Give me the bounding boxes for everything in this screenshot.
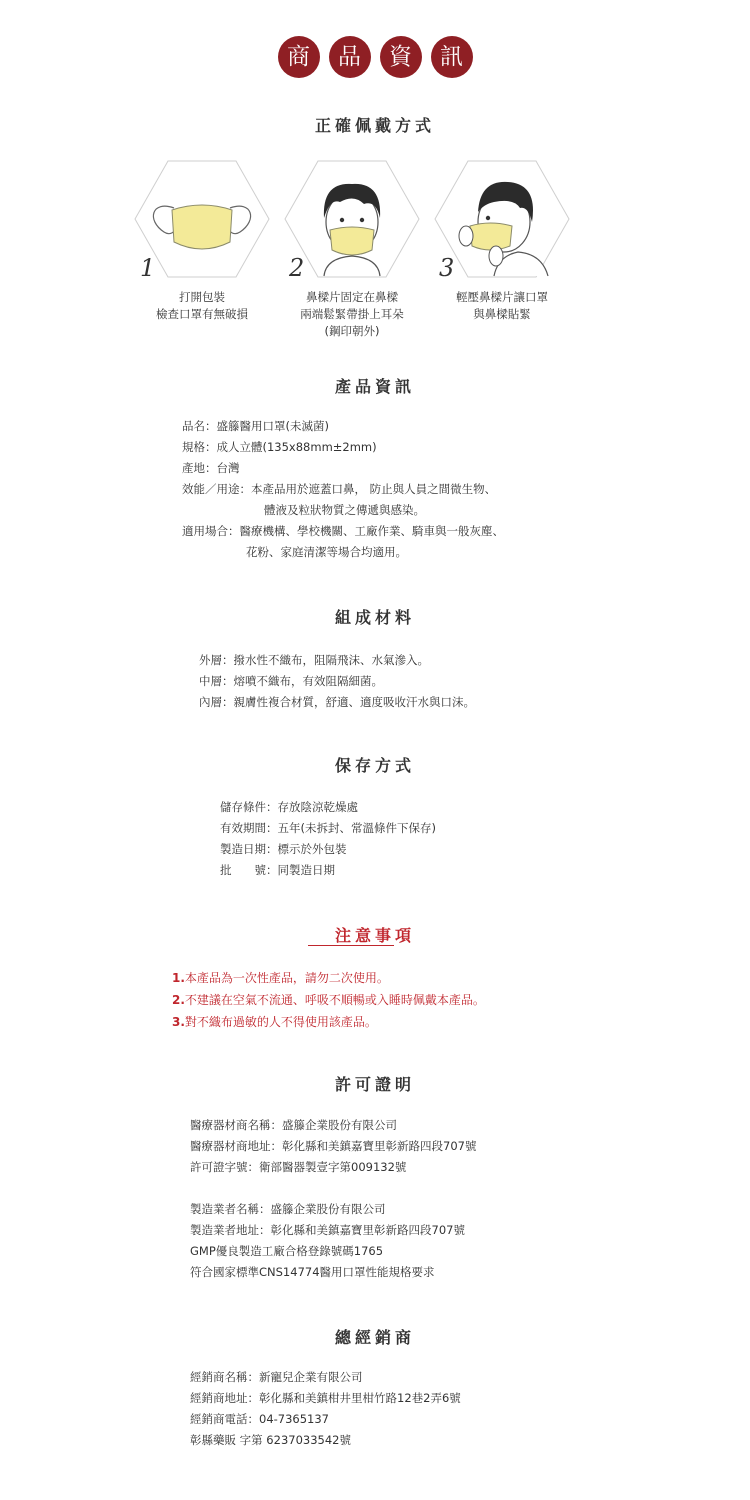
caption-line: 與鼻樑貼緊 bbox=[473, 307, 531, 321]
header-char: 訊 bbox=[431, 36, 473, 78]
notice-text: 本產品為一次性產品，請勿二次使用。 bbox=[184, 971, 389, 985]
license-row: GMP優良製造工廠合格登錄號碼1765 bbox=[190, 1244, 384, 1258]
materials-list bbox=[199, 650, 475, 713]
material-row: 中層：熔噴不織布，有效阻隔細菌。 bbox=[199, 674, 383, 688]
license-row: 許可證字號：衛部醫器製壹字第009132號 bbox=[190, 1160, 407, 1174]
distributor-row: 彰縣藥販 字第 6237033542號 bbox=[190, 1433, 351, 1447]
caption-line: 輕壓鼻樑片讓口罩 bbox=[456, 290, 548, 304]
info-row: 花粉、家庭清潔等場合均適用。 bbox=[246, 545, 407, 559]
notice-title: 注意事項 bbox=[334, 926, 415, 945]
license-group-1 bbox=[190, 1115, 476, 1178]
notice-num: 1. bbox=[172, 971, 185, 985]
step-3-illustration bbox=[434, 160, 570, 278]
notice-underline bbox=[308, 945, 394, 946]
storage-title: 保存方式 bbox=[334, 756, 415, 775]
license-row: 符合國家標準CNS14774醫用口罩性能規格要求 bbox=[190, 1265, 435, 1279]
distributor-list bbox=[190, 1367, 461, 1451]
notice-item bbox=[172, 1011, 485, 1033]
notice-text: 不建議在空氣不流通、呼吸不順暢或入睡時佩戴本產品。 bbox=[184, 993, 485, 1007]
storage-row: 儲存條件：存放陰涼乾燥處 bbox=[220, 800, 358, 814]
info-row: 體液及粒狀物質之傳遞與感染。 bbox=[264, 503, 425, 517]
notice-text: 對不織布過敏的人不得使用該產品。 bbox=[184, 1015, 377, 1029]
materials-title: 組成材料 bbox=[334, 608, 415, 627]
license-title: 許可證明 bbox=[334, 1075, 415, 1094]
info-row: 適用場合：醫療機構、學校機關、工廠作業、騎車與一般灰塵、 bbox=[182, 524, 504, 538]
license-group-2 bbox=[190, 1199, 465, 1283]
storage-list bbox=[220, 797, 436, 881]
step-number: 2 bbox=[289, 254, 305, 282]
caption-line: 檢查口罩有無破損 bbox=[156, 307, 248, 321]
material-row: 內層：親膚性複合材質，舒適、適度吸收汗水與口沫。 bbox=[199, 695, 475, 709]
caption-line: 鼻樑片固定在鼻樑 bbox=[306, 290, 398, 304]
license-row: 製造業者名稱：盛籐企業股份有限公司 bbox=[190, 1202, 386, 1216]
notice-num: 3. bbox=[172, 1015, 185, 1029]
step-number: 1 bbox=[140, 254, 156, 282]
distributor-title: 總經銷商 bbox=[334, 1328, 415, 1347]
step-2-illustration bbox=[284, 160, 420, 278]
step-1-caption bbox=[134, 289, 270, 323]
info-row: 效能／用途：本產品用於遮蓋口鼻， 防止與人員之間微生物、 bbox=[182, 482, 497, 496]
distributor-row: 經銷商地址：彰化縣和美鎮柑井里柑竹路12巷2弄6號 bbox=[190, 1391, 461, 1405]
caption-line: 打開包裝 bbox=[179, 290, 225, 304]
license-row: 醫療器材商地址：彰化縣和美鎮嘉寶里彰新路四段707號 bbox=[190, 1139, 477, 1153]
caption-line: 兩端鬆緊帶掛上耳朵 bbox=[300, 307, 404, 321]
distributor-row: 經銷商名稱：新寵兒企業有限公司 bbox=[190, 1370, 363, 1384]
page-header bbox=[0, 36, 750, 78]
header-char: 資 bbox=[380, 36, 422, 78]
product-info-list bbox=[182, 416, 504, 563]
caption-line: (鋼印朝外) bbox=[324, 324, 380, 338]
notice-item bbox=[172, 989, 485, 1011]
storage-row: 有效期間：五年(未拆封、常溫條件下保存) bbox=[220, 821, 436, 835]
storage-row: 製造日期：標示於外包裝 bbox=[220, 842, 347, 856]
product-info-title: 產品資訊 bbox=[334, 377, 415, 396]
step-number: 3 bbox=[439, 254, 455, 282]
notice-list bbox=[172, 967, 485, 1033]
license-row: 製造業者地址：彰化縣和美鎮嘉寶里彰新路四段707號 bbox=[190, 1223, 465, 1237]
storage-row: 批 號：同製造日期 bbox=[220, 863, 335, 877]
header-char: 商 bbox=[278, 36, 320, 78]
notice-item bbox=[172, 967, 485, 989]
distributor-row: 經銷商電話：04-7365137 bbox=[190, 1412, 329, 1426]
wearing-title: 正確佩戴方式 bbox=[314, 116, 435, 135]
step-3-caption bbox=[434, 289, 570, 323]
info-row: 品名：盛籐醫用口罩(未滅菌) bbox=[182, 419, 329, 433]
license-row: 醫療器材商名稱：盛籐企業股份有限公司 bbox=[190, 1118, 397, 1132]
header-char: 品 bbox=[329, 36, 371, 78]
material-row: 外層：撥水性不織布，阻隔飛沫、水氣滲入。 bbox=[199, 653, 429, 667]
info-row: 規格：成人立體(135x88mm±2mm) bbox=[182, 440, 377, 454]
info-row: 產地：台灣 bbox=[182, 461, 240, 475]
step-2-caption bbox=[284, 289, 420, 340]
notice-num: 2. bbox=[172, 993, 185, 1007]
